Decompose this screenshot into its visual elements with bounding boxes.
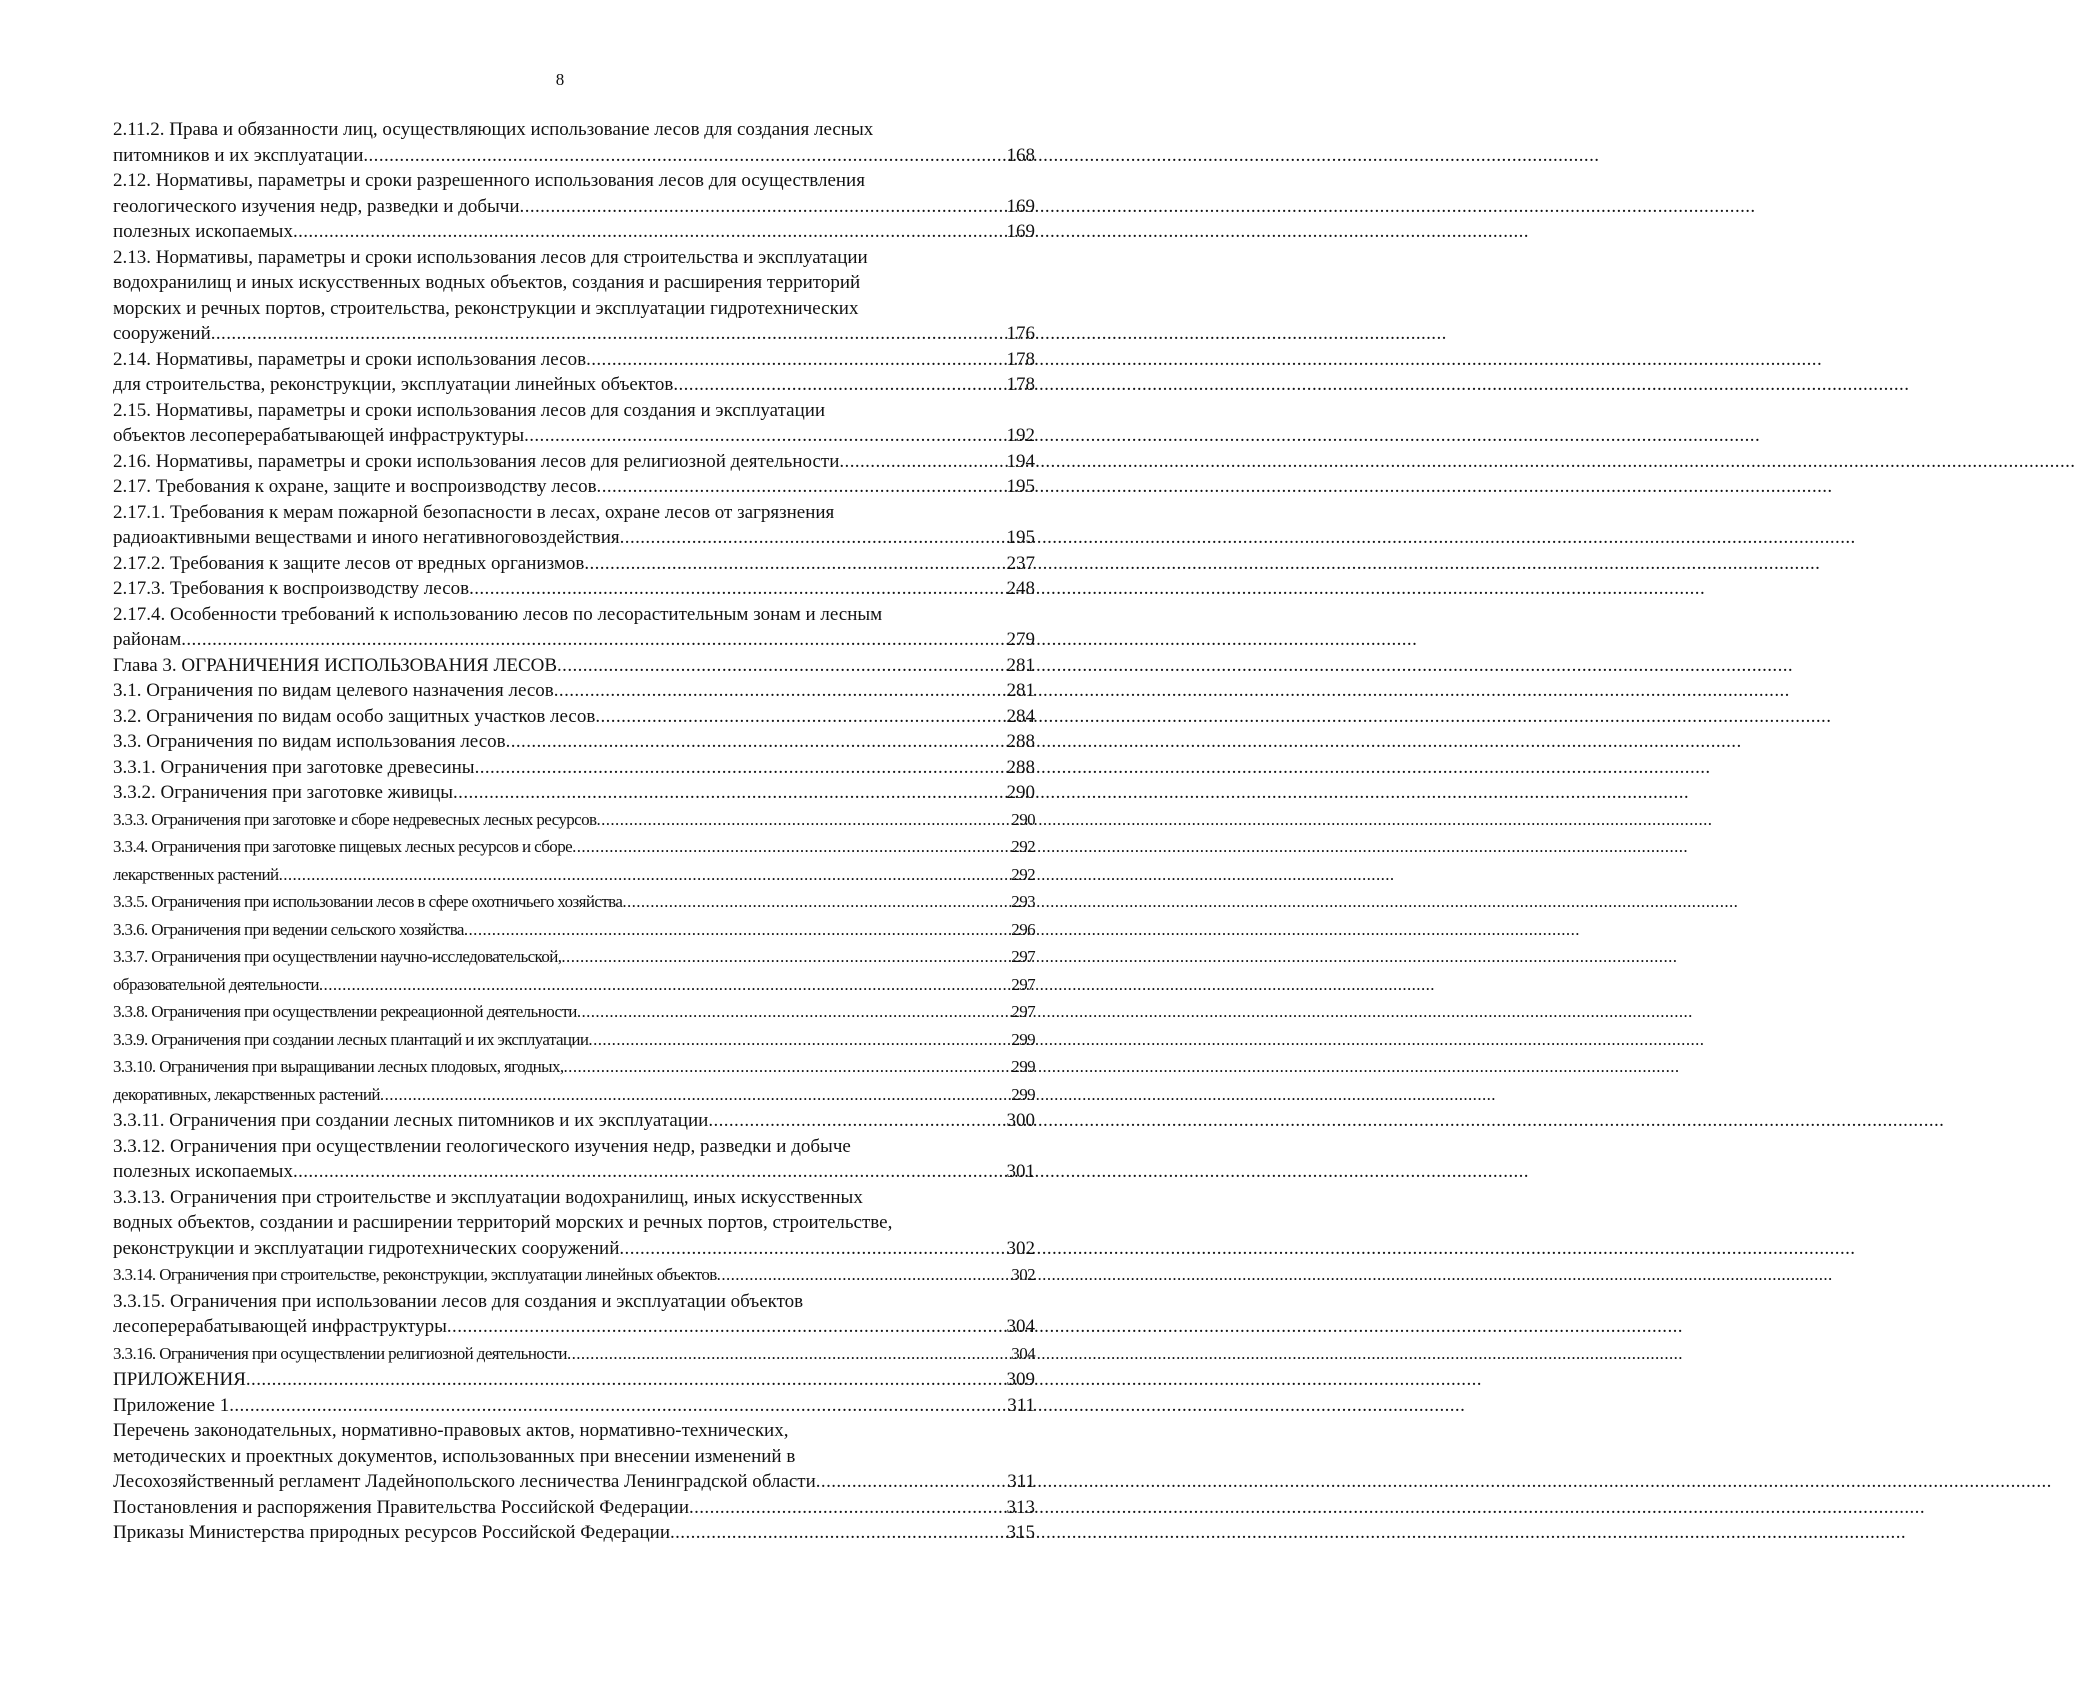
toc-page-number: 279 (1006, 629, 1035, 650)
toc-entry[interactable] (113, 602, 1035, 653)
dot-leader (557, 653, 1004, 679)
toc-entry-text: полезных ископаемых (113, 221, 293, 242)
toc-entry-line (113, 372, 1035, 398)
dot-leader (717, 1261, 1010, 1289)
toc-entry-line (113, 423, 1035, 449)
dot-leader (453, 780, 1004, 806)
toc-entry-text: 3.3.16. Ограничения при осуществлении религиозной деятельности (113, 1343, 567, 1363)
toc-entry-line (113, 888, 1035, 916)
toc-page-number: 297 (1011, 947, 1035, 966)
toc-page-number: 300 (1006, 1110, 1035, 1131)
toc-entry-line (113, 245, 1035, 271)
toc-page-number: 176 (1006, 323, 1035, 344)
toc-entry-text: объектов лесоперерабатывающей инфраструктуры (113, 425, 525, 446)
toc-entry[interactable] (113, 1261, 1035, 1289)
toc-entry-text: 2.13. Нормативы, параметры и сроки использования лесов для строительства и эксплуатации (113, 246, 868, 268)
table-of-contents (113, 117, 1035, 1546)
toc-page-number: 281 (1006, 654, 1035, 676)
toc-entry-text: 3.3.11. Ограничения при создании лесных питомников и их эксплуатации (113, 1110, 709, 1131)
toc-page-number: 281 (1006, 680, 1035, 701)
dot-leader (319, 971, 1009, 999)
toc-entry-text: Лесохозяйственный регламент Ладейнопольского лесничества Ленинградской области (113, 1471, 816, 1492)
toc-entry[interactable] (113, 168, 1035, 245)
toc-entry-line (113, 729, 1035, 755)
toc-entry[interactable] (113, 729, 1035, 755)
toc-entry[interactable] (113, 780, 1035, 806)
toc-entry-text: декоративных, лекарственных растений (113, 1084, 380, 1104)
toc-page-number: 304 (1006, 1316, 1035, 1337)
toc-entry[interactable] (113, 806, 1035, 834)
toc-entry[interactable] (113, 678, 1035, 704)
dot-leader (673, 372, 1004, 398)
toc-entry-text: реконструкции и эксплуатации гидротехнических сооружений (113, 1237, 620, 1259)
toc-entry-text: 3.3.10. Ограничения при выращивании лесных плодовых, ягодных, (113, 1057, 564, 1076)
toc-entry-text: сооружений (113, 323, 211, 344)
dot-leader (595, 704, 1004, 730)
toc-page-number: 178 (1006, 348, 1035, 370)
toc-entry-text: 3.3. Ограничения по видам использования лесов (113, 731, 506, 752)
dot-leader (622, 888, 1009, 916)
toc-entry-line (113, 998, 1035, 1026)
toc-entry-text: 2.11.2. Права и обязанности лиц, осуществляющих использование лесов для создания лесных (113, 119, 874, 140)
toc-entry-line (113, 1261, 1035, 1289)
toc-page-number: 292 (1011, 837, 1035, 856)
toc-entry-line (113, 1134, 1035, 1160)
dot-leader (584, 551, 1004, 577)
toc-entry[interactable] (113, 833, 1035, 888)
dot-leader (839, 449, 1004, 475)
toc-page-number: 313 (1006, 1496, 1035, 1518)
toc-page-number: 311 (1007, 1471, 1035, 1492)
toc-page-number: 195 (1006, 476, 1035, 497)
dot-leader (572, 833, 1009, 861)
toc-page-number: 237 (1006, 552, 1035, 574)
toc-entry-text: Постановления и распоряжения Правительства Российской Федерации (113, 1496, 689, 1518)
toc-entry-line (113, 576, 1035, 602)
toc-page-number: 297 (1011, 974, 1035, 994)
toc-entry-text: Перечень законодательных, нормативно-правовых актов, нормативно-технических, (113, 1420, 789, 1441)
toc-page-number: 169 (1006, 195, 1035, 217)
toc-entry-line (113, 347, 1035, 373)
toc-entry-text: радиоактивными веществами и иного негативноговоздействия (113, 527, 620, 548)
toc-entry-line (113, 1495, 1035, 1521)
dot-leader (597, 474, 1005, 500)
toc-entry-text: 3.3.6. Ограничения при ведении сельского хозяйства (113, 919, 464, 939)
toc-page-number: 178 (1006, 374, 1035, 395)
toc-entry[interactable] (113, 888, 1035, 916)
dot-leader (246, 1367, 1005, 1393)
toc-entry-text: 3.2. Ограничения по видам особо защитных участков лесов (113, 705, 596, 727)
toc-entry-line (113, 117, 1035, 143)
toc-entry[interactable] (113, 1393, 1035, 1419)
toc-entry-line (113, 321, 1035, 347)
dot-leader (689, 1495, 1005, 1521)
toc-page-number: 292 (1011, 864, 1035, 884)
toc-entry-line (113, 755, 1035, 781)
toc-entry-text: морских и речных портов, строительства, реконструкции и эксплуатации гидротехнических (113, 297, 859, 319)
toc-entry[interactable] (113, 1495, 1035, 1521)
toc-page-number: 299 (1011, 1084, 1035, 1104)
toc-page-number: 302 (1011, 1265, 1035, 1284)
toc-entry[interactable] (113, 474, 1035, 500)
dot-leader (229, 1393, 1005, 1419)
toc-entry-line (113, 219, 1035, 245)
dot-leader (596, 806, 1009, 834)
toc-entry[interactable] (113, 1053, 1035, 1108)
toc-entry-line (113, 551, 1035, 577)
toc-entry-text: образовательной деятельности (113, 974, 319, 994)
toc-entry-text: 3.3.5. Ограничения при использовании лесов в сфере охотничьего хозяйства (113, 892, 623, 911)
toc-page-number: 248 (1006, 578, 1035, 599)
dot-leader (554, 678, 1005, 704)
toc-page-number: 315 (1006, 1522, 1035, 1543)
toc-entry-line (113, 1367, 1035, 1393)
toc-entry-line (113, 704, 1035, 730)
toc-entry-text: 3.3.13. Ограничения при строительстве и эксплуатации водохранилищ, иных искусственных (113, 1186, 863, 1208)
dot-leader (506, 729, 1005, 755)
toc-entry-line (113, 1236, 1035, 1262)
toc-entry-text: 3.3.1. Ограничения при заготовке древесины (113, 756, 475, 778)
toc-entry-text: 3.3.4. Ограничения при заготовке пищевых лесных ресурсов и сборе (113, 837, 573, 856)
dot-leader (577, 998, 1009, 1026)
toc-entry-line (113, 1520, 1035, 1546)
toc-entry[interactable] (113, 1134, 1035, 1185)
toc-entry-line (113, 861, 1035, 889)
toc-entry-text: 3.3.15. Ограничения при использовании лесов для создания и эксплуатации объектов (113, 1290, 804, 1312)
dot-leader (469, 576, 1004, 602)
toc-entry[interactable] (113, 1185, 1035, 1262)
dot-leader (561, 943, 1009, 971)
toc-entry[interactable] (113, 704, 1035, 730)
toc-entry-text: 2.14. Нормативы, параметры и сроки использования лесов (113, 348, 587, 370)
toc-entry[interactable] (113, 117, 1035, 168)
toc-entry-line (113, 1340, 1035, 1368)
dot-leader (464, 916, 1009, 944)
toc-page-number: 195 (1006, 527, 1035, 548)
toc-entry-line (113, 168, 1035, 194)
toc-entry[interactable] (113, 449, 1035, 475)
toc-entry-text: 2.17.4. Особенности требований к использованию лесов по лесорастительным зонам и лесным (113, 603, 883, 625)
toc-entry[interactable] (113, 1026, 1035, 1054)
toc-entry-text: водных объектов, создании и расширении территорий морских и речных портов, строительстве, (113, 1212, 893, 1233)
toc-entry[interactable] (113, 916, 1035, 944)
toc-entry-line (113, 500, 1035, 526)
toc-page-number: 299 (1011, 1057, 1035, 1076)
toc-entry-text: 2.17.1. Требования к мерам пожарной безопасности в лесах, охране лесов от загрязнения (113, 501, 835, 523)
toc-entry-line (113, 1469, 1035, 1495)
toc-entry[interactable] (113, 551, 1035, 577)
toc-entry-line (113, 1053, 1035, 1081)
toc-entry-line (113, 1314, 1035, 1340)
toc-entry-text: 2.17. Требования к охране, защите и воспроизводству лесов (113, 476, 597, 497)
dot-leader (588, 1026, 1009, 1054)
dot-leader (670, 1520, 1005, 1546)
toc-page-number: 288 (1006, 756, 1035, 778)
toc-entry[interactable] (113, 998, 1035, 1026)
toc-page-number: 194 (1006, 450, 1035, 472)
dot-leader (619, 1236, 1004, 1262)
toc-entry-line (113, 916, 1035, 944)
toc-entry-line (113, 943, 1035, 971)
toc-entry[interactable] (113, 1520, 1035, 1546)
toc-page-number: 304 (1011, 1343, 1035, 1363)
toc-entry-line (113, 653, 1035, 679)
dot-leader (447, 1314, 1005, 1340)
toc-entry-line (113, 1393, 1035, 1419)
dot-leader (293, 1159, 1005, 1185)
dot-leader (475, 755, 1005, 781)
toc-entry-text: Глава 3. ОГРАНИЧЕНИЯ ИСПОЛЬЗОВАНИЯ ЛЕСОВ (113, 654, 558, 676)
toc-entry[interactable] (113, 1108, 1035, 1134)
toc-entry-text: лекарственных растений (113, 864, 279, 884)
dot-leader (708, 1108, 1004, 1134)
toc-entry-text: водохранилищ и иных искусственных водных объектов, создания и расширения территорий (113, 272, 861, 293)
page-number: 8 (555, 70, 565, 89)
toc-entry-text: 3.3.9. Ограничения при создании лесных плантаций и их эксплуатации (113, 1029, 589, 1049)
toc-entry[interactable] (113, 943, 1035, 998)
toc-entry[interactable] (113, 1367, 1035, 1393)
dot-leader (363, 143, 1004, 169)
dot-leader (380, 1081, 1009, 1109)
toc-entry-line (113, 525, 1035, 551)
toc-entry[interactable] (113, 755, 1035, 781)
toc-page-number: 299 (1011, 1029, 1035, 1049)
toc-entry[interactable] (113, 653, 1035, 679)
toc-entry-line (113, 1418, 1035, 1444)
toc-entry[interactable] (113, 245, 1035, 347)
toc-entry-line (113, 296, 1035, 322)
dot-leader (586, 347, 1004, 373)
toc-entry[interactable] (113, 1340, 1035, 1368)
dot-leader (181, 627, 1004, 653)
toc-entry-text: 3.3.2. Ограничения при заготовке живицы (113, 782, 454, 803)
toc-entry-line (113, 1289, 1035, 1315)
toc-entry[interactable] (113, 1289, 1035, 1340)
toc-entry-line (113, 1159, 1035, 1185)
toc-entry[interactable] (113, 347, 1035, 398)
toc-entry-line (113, 143, 1035, 169)
toc-entry-line (113, 971, 1035, 999)
toc-page-number: 168 (1006, 144, 1035, 166)
toc-entry-line (113, 270, 1035, 296)
toc-entry[interactable] (113, 398, 1035, 449)
toc-entry-text: 2.17.2. Требования к защите лесов от вредных организмов (113, 552, 585, 574)
toc-page-number: 309 (1006, 1369, 1035, 1390)
toc-entry-line (113, 1081, 1035, 1109)
toc-entry-line (113, 1026, 1035, 1054)
dot-leader (211, 321, 1005, 347)
toc-entry-line (113, 833, 1035, 861)
toc-page-number: 290 (1011, 809, 1035, 829)
toc-entry-text: 2.16. Нормативы, параметры и сроки использования лесов для религиозной деятельности (113, 450, 840, 472)
toc-entry-text: районам (113, 629, 182, 650)
toc-entry-text: 2.17.3. Требования к воспроизводству лесов (113, 578, 470, 599)
dot-leader (279, 861, 1010, 889)
toc-page-number: 284 (1006, 705, 1035, 727)
toc-page-number: 297 (1011, 1002, 1035, 1021)
dot-leader (524, 423, 1004, 449)
toc-entry-text: 3.3.14. Ограничения при строительстве, реконструкции, эксплуатации линейных объектов (113, 1265, 717, 1284)
toc-entry-text: ПРИЛОЖЕНИЯ (113, 1369, 246, 1390)
dot-leader (567, 1340, 1009, 1368)
toc-entry-text: питомников и их эксплуатации (113, 144, 364, 166)
toc-page-number: 293 (1011, 892, 1035, 911)
toc-entry-line (113, 780, 1035, 806)
toc-page-number: 290 (1006, 782, 1035, 803)
toc-entry-line (113, 194, 1035, 220)
toc-page-number: 192 (1006, 425, 1035, 446)
toc-entry-text: 3.3.8. Ограничения при осуществлении рекреационной деятельности (113, 1002, 577, 1021)
toc-entry-text: Приказы Министерства природных ресурсов Российской Федерации (113, 1522, 670, 1543)
toc-entry-line (113, 602, 1035, 628)
toc-entry[interactable] (113, 500, 1035, 551)
toc-entry-line (113, 678, 1035, 704)
toc-entry-line (113, 398, 1035, 424)
toc-entry-line (113, 1444, 1035, 1470)
toc-entry-text: 3.3.3. Ограничения при заготовке и сборе недревесных лесных ресурсов (113, 809, 597, 829)
toc-entry-text: 3.1. Ограничения по видам целевого назначения лесов (113, 680, 554, 701)
toc-page-number: 301 (1006, 1161, 1035, 1182)
toc-entry-line (113, 1108, 1035, 1134)
toc-entry-text: для строительства, реконструкции, эксплуатации линейных объектов (113, 374, 674, 395)
toc-page-number: 169 (1006, 221, 1035, 242)
toc-entry-text: лесоперерабатывающей инфраструктуры (113, 1316, 447, 1337)
toc-page-number: 302 (1006, 1237, 1035, 1259)
dot-leader (564, 1053, 1010, 1081)
dot-leader (620, 525, 1005, 551)
toc-entry-text: Приложение 1 (113, 1394, 230, 1416)
toc-entry-text: 3.3.12. Ограничения при осуществлении геологического изучения недр, разведки и добыче (113, 1135, 851, 1157)
toc-entry-line (113, 474, 1035, 500)
toc-entry-text: методических и проектных документов, использованных при внесении изменений в (113, 1445, 796, 1467)
toc-entry-line (113, 449, 1035, 475)
toc-entry-line (113, 627, 1035, 653)
toc-page-number: 288 (1006, 731, 1035, 752)
toc-entry[interactable] (113, 1418, 1035, 1495)
dot-leader (816, 1469, 1005, 1495)
toc-entry-text: 2.15. Нормативы, параметры и сроки использования лесов для создания и эксплуатации (113, 399, 826, 421)
toc-entry-text: 3.3.7. Ограничения при осуществлении научно-исследовательской, (113, 947, 562, 966)
toc-entry-text: геологического изучения недр, разведки и добычи (113, 195, 520, 217)
toc-page-number: 296 (1011, 919, 1035, 939)
toc-page-number: 311 (1007, 1394, 1035, 1416)
toc-entry-line (113, 1185, 1035, 1211)
toc-entry-text: полезных ископаемых (113, 1161, 293, 1182)
toc-entry-line (113, 1210, 1035, 1236)
dot-leader (293, 219, 1005, 245)
toc-entry-line (113, 806, 1035, 834)
toc-entry-text: 2.12. Нормативы, параметры и сроки разрешенного использования лесов для осуществления (113, 170, 865, 191)
toc-entry[interactable] (113, 576, 1035, 602)
dot-leader (520, 194, 1005, 220)
